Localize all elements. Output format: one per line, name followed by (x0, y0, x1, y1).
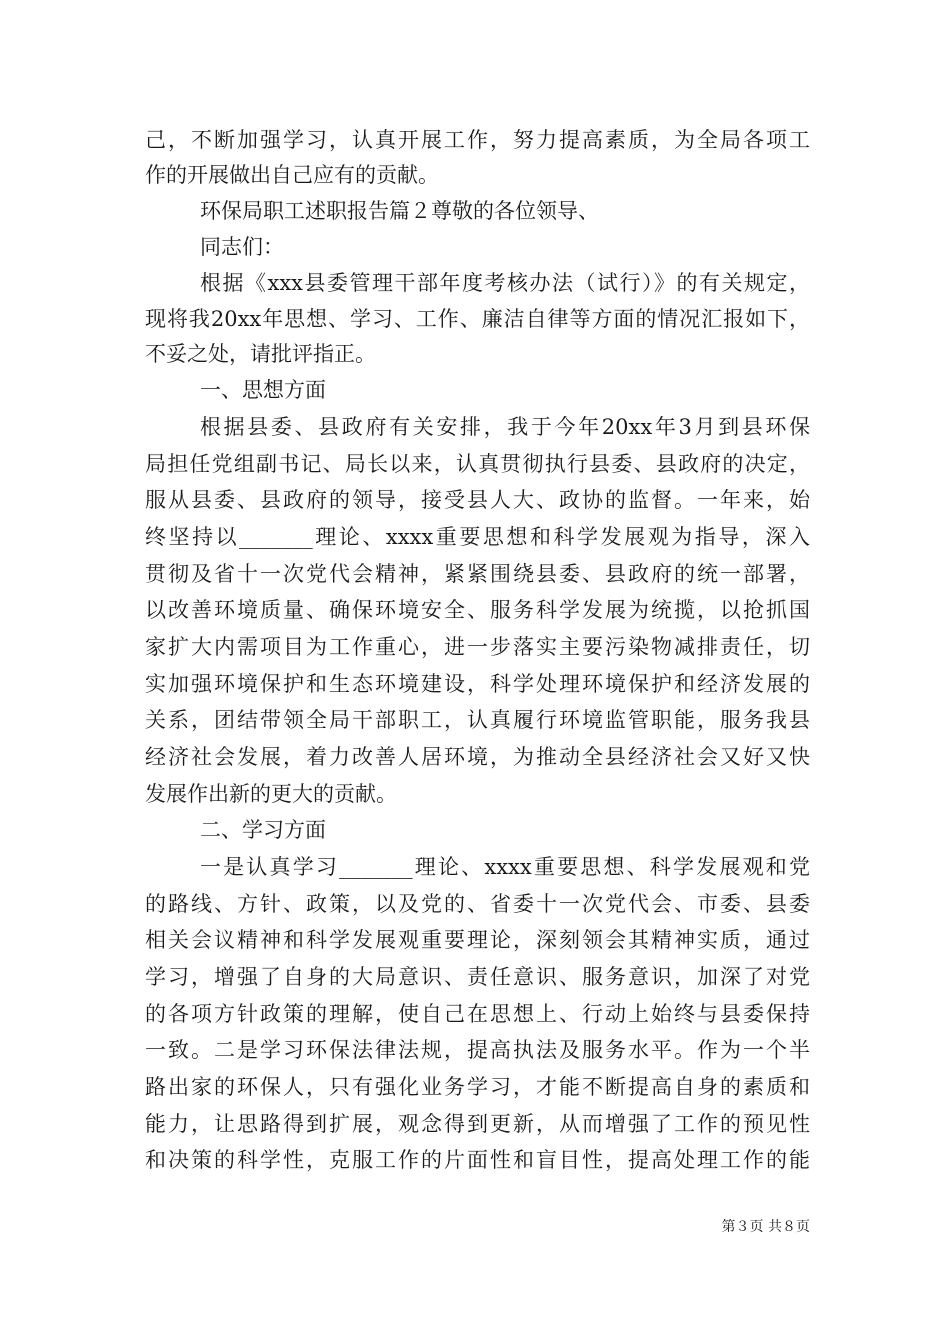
text-line: 发展作出新的更大的贡献。 (145, 782, 397, 806)
text-line: 不妥之处，请批评指正。 (145, 342, 376, 366)
section-heading: 二、学习方面 (200, 818, 326, 842)
text-line: 环保局职工述职报告篇２尊敬的各位领导、 (200, 199, 599, 223)
text-line: 路出家的环保人，只有强化业务学习，才能不断提高自身的素质和 (145, 1075, 810, 1099)
text-line: 相关会议精神和科学发展观重要理论，深刻领会其精神实质，通过 (145, 928, 810, 952)
text-line: 能力，让思路得到扩展，观念得到更新，从而增强了工作的预见性 (145, 1112, 810, 1136)
page-number: 第３页 共８页 (721, 1219, 810, 1235)
text-line: 服从县委、县政府的领导，接受县人大、政协的监督。一年来，始 (145, 488, 810, 512)
text-line: 以改善环境质量、确保环境安全、服务科学发展为统揽，以抢抓国 (145, 598, 810, 622)
section-heading: 一、思想方面 (200, 378, 326, 402)
text-line: 根据《xxx县委管理干部年度考核办法（试行）》的有关规定， (200, 271, 810, 295)
text-line: 关系，团结带领全局干部职工，认真履行环境监管职能，服务我县 (145, 708, 810, 732)
text-line: 局担任党组副书记、局长以来，认真贯彻执行县委、县政府的决定， (145, 452, 810, 476)
text-line: 学习，增强了自身的大局意识、责任意识、服务意识，加深了对党 (145, 965, 810, 989)
text-line: 终坚持以_______理论、xxxx重要思想和科学发展观为指导，深入 (145, 525, 810, 549)
text-line: 一致。二是学习环保法律法规，提高执法及服务水平。作为一个半 (145, 1038, 810, 1062)
text-line: 同志们： (200, 235, 284, 259)
text-line: 的各项方针政策的理解，使自己在思想上、行动上始终与县委保持 (145, 1002, 810, 1026)
text-line: 根据县委、县政府有关安排，我于今年20xx年3月到县环保 (200, 415, 810, 439)
text-line: 家扩大内需项目为工作重心，进一步落实主要污染物减排责任，切 (145, 635, 810, 659)
text-line: 作的开展做出自己应有的贡献。 (145, 163, 439, 187)
text-line: 贯彻及省十一次党代会精神，紧紧围绕县委、县政府的统一部署， (145, 562, 810, 586)
text-line: 实加强环境保护和生态环境建设，科学处理环境保护和经济发展的 (145, 672, 810, 696)
text-line: 经济社会发展，着力改善人居环境，为推动全县经济社会又好又快 (145, 745, 810, 769)
text-line: 和决策的科学性，克服工作的片面性和盲目性，提高处理工作的能 (145, 1148, 810, 1172)
text-line: 己，不断加强学习，认真开展工作，努力提高素质，为全局各项工 (145, 128, 810, 152)
text-line: 现将我20xx年思想、学习、工作、廉洁自律等方面的情况汇报如下， (145, 307, 810, 331)
text-line: 一是认真学习_______理论、xxxx重要思想、科学发展观和党 (200, 855, 810, 879)
text-line: 的路线、方针、政策，以及党的、省委十一次党代会、市委、县委 (145, 892, 810, 916)
